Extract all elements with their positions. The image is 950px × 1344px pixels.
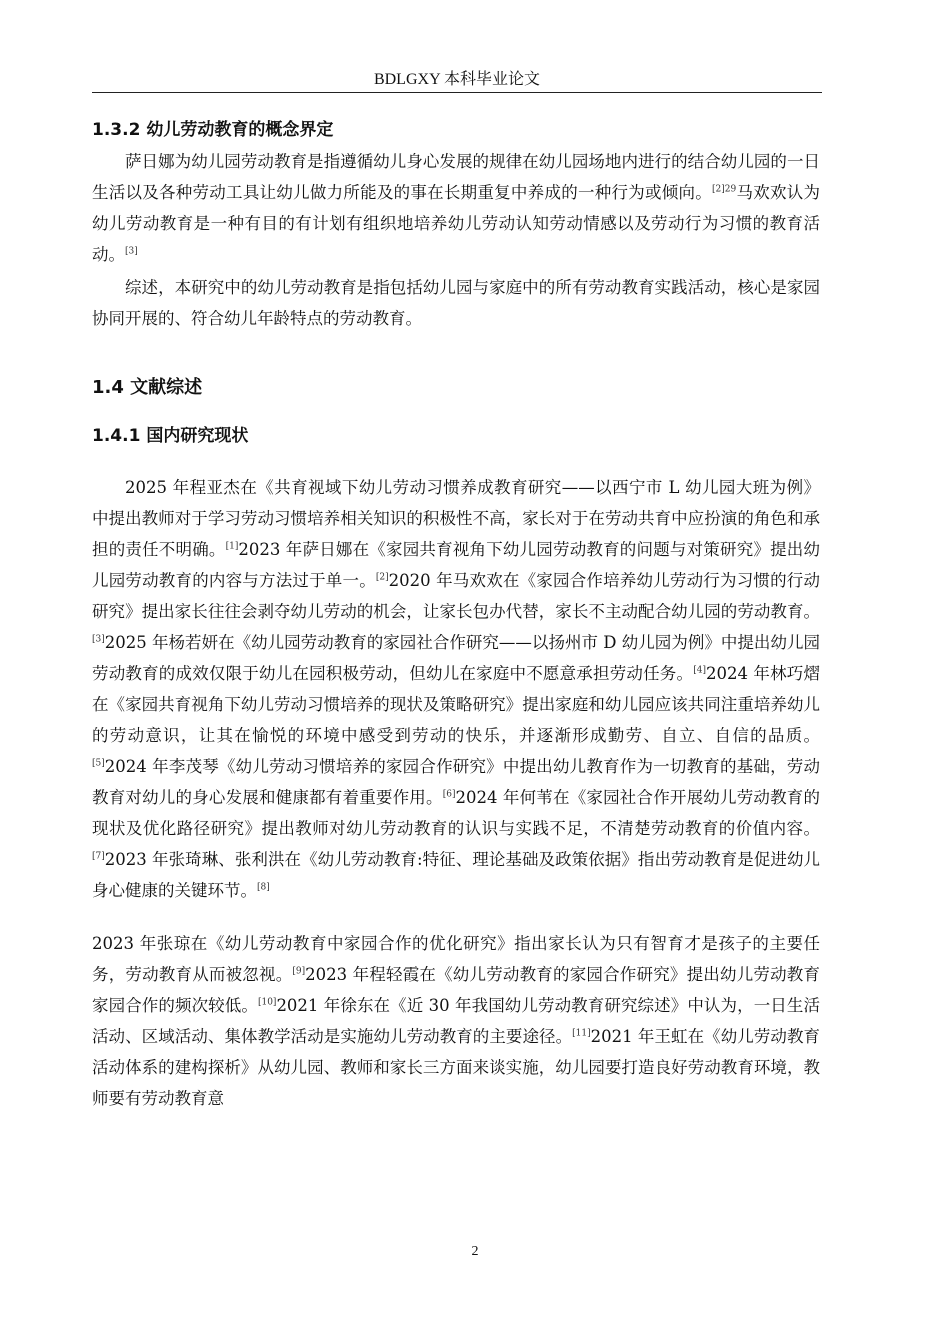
- paragraph-concept-definition: [92, 146, 820, 270]
- citation: [5]: [92, 758, 105, 769]
- paragraph-text: 2021 年王虹在《幼儿劳动教育活动体系的建构探析》从幼儿园、教师和家长三方面来谈实施，幼儿园要打造良好劳动教育环境，教师要有劳动教育意: [92, 1027, 820, 1108]
- citation: [7]: [92, 851, 105, 862]
- paragraph-text: 2024 年林巧熠在《家园共育视角下幼儿劳动习惯培养的现状及策略研究》提出家庭和幼儿园应该共同注重培养幼儿的劳动意识，让其在愉悦的环境中感受到劳动的快乐，并逐渐形成勤劳、自立、自信的品质。: [92, 664, 820, 745]
- citation: [3]: [92, 634, 105, 645]
- citation: [9]: [292, 966, 306, 977]
- heading-1-3-2: 1.3.2 幼儿劳动教育的概念界定: [92, 120, 334, 140]
- paragraph-text: 2025 年程亚杰在《共育视域下幼儿劳动习惯养成教育研究——以西宁市 L 幼儿园大班为例》中提出教师对于学习劳动习惯培养相关知识的积极性不高，家长对于在劳动共育中应扮演的角色和承担的责任不明确。: [92, 478, 820, 559]
- citation: [8]: [257, 882, 270, 893]
- paragraph-text: 2023 年程轻霞在《幼儿劳动教育的家园合作研究》提出幼儿劳动教育家园合作的频次较低。: [92, 965, 820, 1015]
- paragraph-text: 2023 年张琼在《幼儿劳动教育中家园合作的优化研究》指出家长认为只有智育才是孩子的主要任务，劳动教育从而被忽视。: [92, 934, 820, 984]
- citation: [2]: [375, 572, 389, 583]
- citation: [1]: [225, 541, 239, 552]
- paragraph-domestic-research-continued: [92, 928, 820, 1114]
- header-rule: [92, 92, 822, 93]
- citation: [2]29: [712, 184, 737, 195]
- heading-1-4-1: 1.4.1 国内研究现状: [92, 426, 249, 446]
- page-number: 2: [471, 1244, 479, 1259]
- page-body: [92, 112, 820, 1114]
- paragraph-text: 2023 年萨日娜在《家园共育视角下幼儿园劳动教育的问题与对策研究》提出幼儿园劳动教育的内容与方法过于单一。: [92, 540, 820, 590]
- paragraph-text: 萨日娜为幼儿园劳动教育是指遵循幼儿身心发展的规律在幼儿园场地内进行的结合幼儿园的一日生活以及各种劳动工具让幼儿做力所能及的事在长期重复中养成的一种行为或倾向。: [92, 152, 820, 202]
- paragraph-text: 2024 年李茂琴《幼儿劳动习惯培养的家园合作研究》中提出幼儿教育作为一切教育的基础，劳动教育对幼儿的身心发展和健康都有着重要作用。: [92, 757, 820, 807]
- paragraph-summary: 综述，本研究中的幼儿劳动教育是指包括幼儿园与家庭中的所有劳动教育实践活动，核心是家园协同开展的、符合幼儿年龄特点的劳动教育。: [92, 278, 820, 328]
- paragraph-text: 2020 年马欢欢在《家园合作培养幼儿劳动行为习惯的行动研究》提出家长往往会剥夺幼儿劳动的机会，让家长包办代替，家长不主动配合幼儿园的劳动教育。: [92, 571, 820, 621]
- paragraph-text: 2021 年徐东在《近 30 年我国幼儿劳动教育研究综述》中认为，一日生活活动、区域活动、集体教学活动是实施幼儿劳动教育的主要途径。: [92, 996, 820, 1046]
- citation: [4]: [693, 665, 706, 676]
- paragraph-text: 2024 年何苇在《家园社合作开展幼儿劳动教育的现状及优化路径研究》提出教师对幼儿劳动教育的认识与实践不足，不清楚劳动教育的价值内容。: [92, 788, 820, 838]
- citation: [10]: [257, 997, 277, 1008]
- running-header: BDLGXY 本科毕业论文: [373, 71, 541, 88]
- citation: [11]: [572, 1028, 591, 1039]
- paragraph-text: 2023 年张琦琳、张利洪在《幼儿劳动教育:特征、理论基础及政策依据》指出劳动教育是促进幼儿身心健康的关键环节。: [92, 850, 820, 900]
- citation: [3]: [125, 246, 138, 257]
- paragraph-domestic-research: [92, 472, 820, 906]
- paragraph-text: 马欢欢认为幼儿劳动教育是一种有目的有计划有组织地培养幼儿劳动认知劳动情感以及劳动行为习惯的教育活动。: [92, 183, 821, 264]
- heading-1-4: 1.4 文献综述: [92, 377, 203, 398]
- citation: [6]: [442, 789, 456, 800]
- paragraph-text: 2025 年杨若妍在《幼儿园劳动教育的家园社合作研究——以扬州市 D 幼儿园为例》中提出幼儿园劳动教育的成效仅限于幼儿在园积极劳动，但幼儿在家庭中不愿意承担劳动任务。: [92, 633, 820, 683]
